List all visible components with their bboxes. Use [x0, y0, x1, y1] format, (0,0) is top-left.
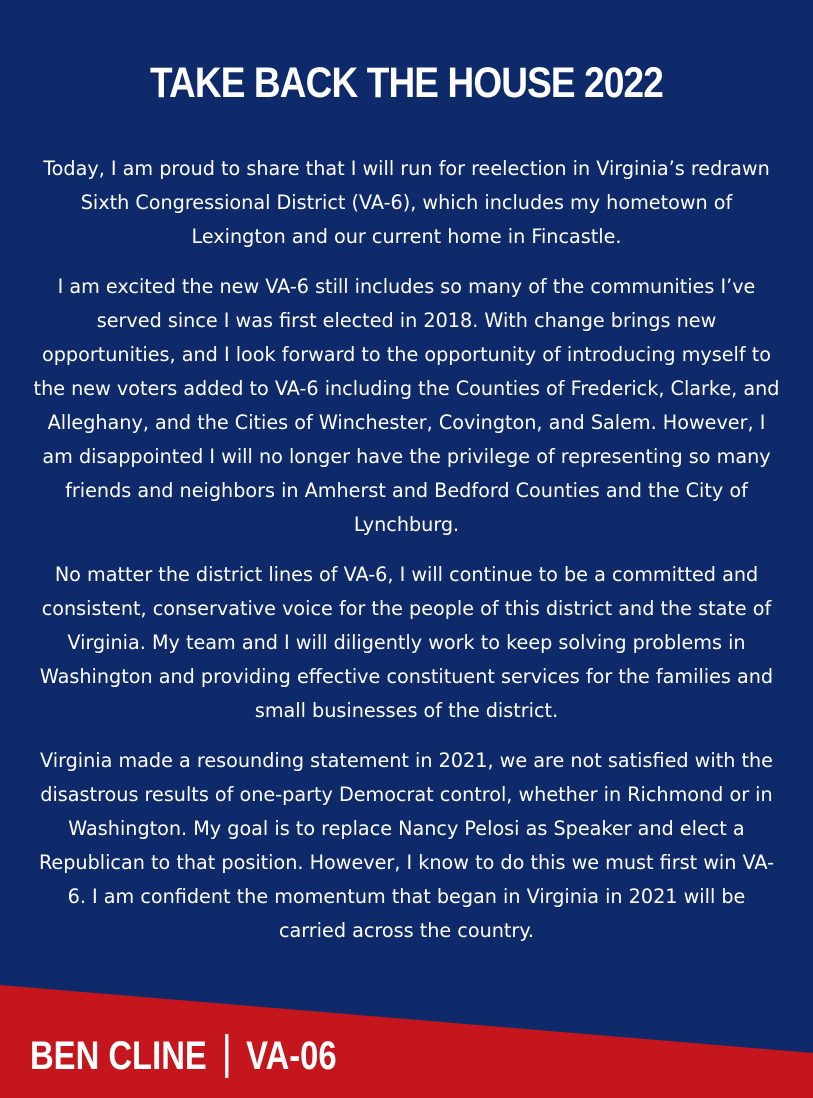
statement-paragraph: Today, I am proud to share that I will run for reelection in Virginia’s redrawn Sixth Congressional District (VA-6), which includes my hometown of Lexington and our current home in Fincastle.	[43, 157, 770, 248]
statement-paragraph: I am excited the new VA-6 still includes so many of the communities I’ve served since I was first elected in 2018. With change brings new opportunities, and I look forward to the opportunity of introducing myself to the new voters added to VA-6 including the Counties of Frederick, Clarke, and Alleghany, and the Cities of Winchester, Covington, and Salem. However, I am disappointed I will no longer have the privilege of representing so many friends and neighbors in Amherst and Bedford Counties and the City of Lynchburg.	[33, 275, 780, 536]
page-title: TAKE BACK THE HOUSE 2022	[150, 59, 663, 107]
statement-paragraph: Virginia made a resounding statement in 2021, we are not satisfied with the disastrous results of one-party Democrat control, whether in Richmond or in Washington. My goal is to replace Nancy Pelosi as Speaker and elect a Republican to that position. However, I know to do this we must first win VA-6. I am confident the momentum that began in Virginia in 2021 will be carried across the country.	[38, 749, 775, 942]
district-label: VA-06	[246, 1033, 337, 1078]
statement-body	[32, 152, 781, 964]
candidate-signature	[30, 1026, 337, 1086]
candidate-name: BEN CLINE	[30, 1033, 207, 1078]
statement-paragraph: No matter the district lines of VA-6, I will continue to be a committed and consistent, conservative voice for the people of this district and the state of Virginia. My team and I will diligently work to keep solving problems in Washington and providing effective constituent services for the families and small businesses of the district.	[39, 563, 774, 722]
signature-divider	[225, 1034, 228, 1078]
